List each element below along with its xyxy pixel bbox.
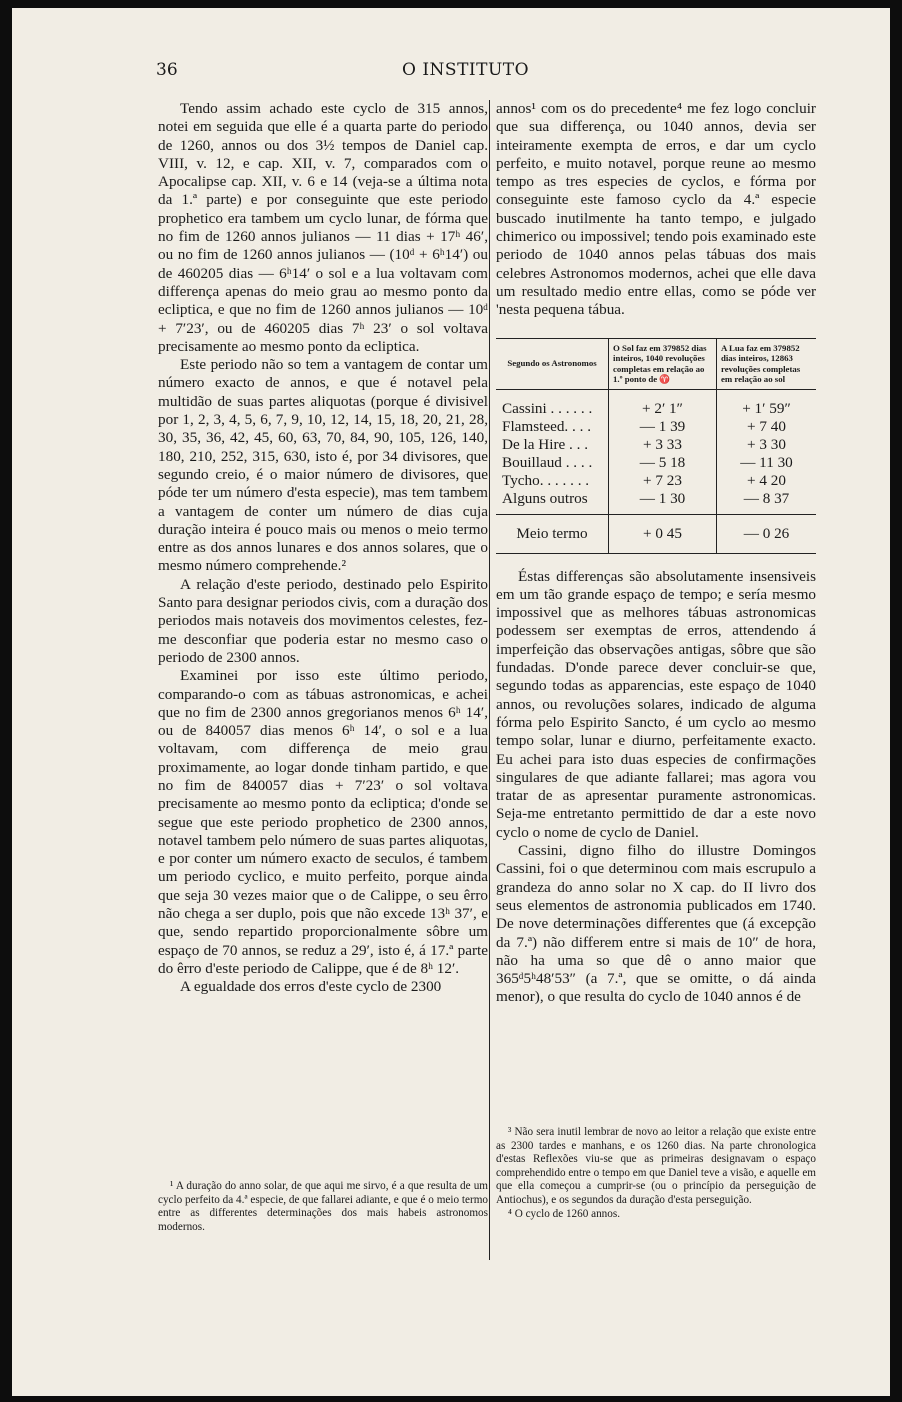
mean-label: Meio termo [496, 514, 609, 553]
sun-value: + 2′ 1″ [609, 389, 717, 418]
right-column [496, 100, 816, 1007]
moon-value: + 7 40 [716, 418, 816, 436]
right-paragraph-1: annos¹ com os do precedente⁴ me fez logo concluir que sua differença, ou 1040 annos, devia ser inteiramente exempta de erros, e dar um cyclo perfeito, e muito notavel, porque reune ao mesmo tempo as tres especies de cyclos, e fórma por conseguinte este famoso cyclo da 4.ª especie buscado inutilmente ha tanto tempo, e julgado chimerico ou impossivel; tendo pois examinado este periodo de 1040 annos pelas tábuas dos mais celebres Astronomos modernos, achei que elle dava um resultado medio entre ellas, como se póde ver 'nesta pequena tábua. [496, 100, 816, 319]
table-row [496, 490, 816, 515]
moon-value: + 3 30 [716, 436, 816, 454]
astronomer-name: De la Hire . . . [502, 435, 589, 453]
left-column [158, 100, 488, 997]
page-sheet [12, 8, 890, 1396]
left-footnotes [158, 1180, 488, 1234]
right-footnotes [496, 1126, 816, 1221]
left-paragraph-4: Examinei por isso este último periodo, comparando-o com as tábuas astronomicas, e achei que no fim de 2300 annos gregorianos menos 6ʰ 14′, ou de 840057 dias menos 6ʰ 14′, o sol e a lua voltavam, com differença de meio grau proximamente, ao logar donde tinham partido, e que no fim de 840057 dias + 7′23′ o sol voltava precisamente ao mesmo ponto da ecliptica; d'onde se segue que este periodo prophetico de 2300 annos, notavel tambem pelo número de suas partes aliquotas, e por conter um número exacto de seculos, é tambem um periodo cyclico, e muito perfeito, porque ainda que seja 30 vezes maior que o de Calippe, o seu êrro não chega a ser duplo, pois que não excede 13ʰ 37′, e que, sendo repartido proporcionalmente sôbre um espaço de 70 annos, se reduz a 29′, isto é, á 17.ª parte do êrro d'este periodo de Calippe, que é de 8ʰ 12′. [158, 667, 488, 977]
left-paragraph-5: A egualdade dos erros d'este cyclo de 2300 [180, 978, 442, 996]
astronomer-name: Tycho. . . . . . . [502, 471, 590, 489]
left-paragraph-2: Este periodo não so tem a vantagem de contar um número exacto de annos, e que é notavel pela multidão de suas partes aliquotas (porque é divisivel por 1, 2, 3, 4, 5, 6, 7, 9, 10, 12, 14, 15, 18, 20, 21, 28, 30, 35, 36, 42, 45, 60, 63, 70, 84, 90, 105, 126, 140, 180, 210, 252, 315, 630, isto é, por 34 divisores, que segundo creio, é o maior número de divisores, que póde ter um número d'esta especie), mas tem tambem a vantagem de conter um número de dias cuja duração inteira é pouco mais ou menos o meio termo entre as dos annos lunares e dos annos solares, que o mesmo número comprehende.² [158, 356, 488, 575]
table-row [496, 472, 816, 490]
sun-value: + 7 23 [609, 472, 717, 490]
table-mean-row [496, 514, 816, 553]
running-head: O INSTITUTO [402, 60, 530, 80]
mean-sun-value: + 0 45 [609, 514, 717, 553]
moon-value: + 1′ 59″ [716, 389, 816, 418]
sun-value: — 1 30 [609, 490, 717, 515]
table-row [496, 418, 816, 436]
page-header [12, 60, 890, 84]
table-header-astronomers: Segundo os Astronomos [496, 338, 609, 389]
table-row [496, 389, 816, 418]
table-header-row [496, 338, 816, 389]
table-row [496, 436, 816, 454]
moon-value: — 8 37 [716, 490, 816, 515]
moon-value: — 11 30 [716, 454, 816, 472]
page-number: 36 [156, 60, 178, 80]
left-paragraph-1: Tendo assim achado este cyclo de 315 annos, notei em seguida que elle é a quarta parte do periodo de 1260, annos ou dos 3½ tempos de Daniel cap. VIII, v. 12, e cap. XII, v. 7, comparados com o Apocalipse cap. XII, v. 6 e 14 (veja-se a última nota da 1.ª parte) e por conseguinte que este periodo prophetico era tambem um cyclo lunar, de fórma que no fim de 1260 annos julianos — 11 dias + 17ʰ 46′, ou no fim de 1260 annos julianos — (10ᵈ + 6ʰ14′) ou de 460205 dias — 6ʰ14′ o sol e a lua voltavam com differença apenas do meio grau ao mesmo ponto da ecliptica, e que no fim de 1260 annos julianos — 10ᵈ + 7′23′, ou de 460205 dias 7ʰ 23′ o sol voltava precisamente ao mesmo ponto da ecliptica. [158, 100, 488, 355]
comparison-table [496, 338, 816, 554]
sun-value: — 5 18 [609, 454, 717, 472]
sun-value: — 1 39 [609, 418, 717, 436]
footnote-1: ¹ A duração do anno solar, de que aqui me sirvo, é a que resulta de um cyclo perfeito da 4.ª especie, de que fallarei adiante, e que é o meio termo entre as differentes determinações dos mais habeis astronomos modernos. [158, 1180, 488, 1233]
column-divider [489, 100, 490, 1260]
mean-moon-value: — 0 26 [716, 514, 816, 553]
footnote-4: ⁴ O cyclo de 1260 annos. [508, 1207, 621, 1220]
astronomer-name: Bouillaud . . . . [502, 453, 593, 471]
astronomer-name: Cassini . . . . . . [502, 399, 593, 417]
table-header-moon: A Lua faz em 379852 dias inteiros, 12863 revoluções completas em relação ao sol [716, 338, 816, 389]
astronomer-name: Alguns outros [502, 489, 588, 507]
right-paragraph-3: Cassini, digno filho do illustre Domingos Cassini, foi o que determinou com mais escrupulo a grandeza do anno solar no X cap. do II livro dos seus elementos de astronomia publicados em 1740. De nove determinações differentes que (á excepção da 7.ª) não differem entre si mais de 10″ de hora, não ha uma so que dê o anno maior que 365ᵈ5ʰ48′53″ (a 7.ª, que se omitte, o dá ainda menor), o que resulta do cyclo de 1040 annos é de [496, 842, 816, 1006]
sun-value: + 3 33 [609, 436, 717, 454]
astronomer-name: Flamsteed. . . . [502, 417, 592, 435]
table-row [496, 454, 816, 472]
footnote-3: ³ Não sera inutil lembrar de novo ao leitor a relação que existe entre as 2300 tardes e manhans, e os 1260 dias. Na parte chronologica d'estas Reflexões viu-se que as primeiras designavam o espaço comprehendido entre o tempo em que Daniel teve a visão, e aquelle em que ella começou a cumprir-se (ou o princípio da perseguição de Antiochus), e os segundos da duração d'esta perseguição. [496, 1126, 816, 1206]
table-header-sun: O Sol faz em 379852 dias inteiros, 1040 revoluções completas em relação ao 1.º ponto de ♈ [609, 338, 717, 389]
moon-value: + 4 20 [716, 472, 816, 490]
left-paragraph-3: A relação d'este periodo, destinado pelo Espirito Santo para designar periodos civis, com a duração dos periodos mais notaveis dos movimentos celestes, fez-me desconfiar que poderia estar no mesmo caso o periodo de 2300 annos. [158, 575, 488, 666]
right-paragraph-2: Éstas differenças são absolutamente insensiveis em um tão grande espaço de tempo; e sería mesmo impossivel que as melhores tábuas astronomicas podessem ser exemptas de erros, attendendo á imperfeição das observações antigas, sôbre que são fundadas. D'onde parece dever concluir-se que, segundo todas as apparencias, este espaço de 1040 annos, ou revoluções solares, indicado de alguma fórma pelo Espirito Sancto, é um cyclo ao mesmo tempo solar, lunar e diurno, perfeitamente exacto. Eu achei para isto duas especies de confirmações singulares de que adiante fallarei; mas agora vou tratar de as apresentar puramente astronomicas. Seja-me entretanto permittido de dar a este novo cyclo o nome de cyclo de Daniel. [496, 567, 816, 841]
